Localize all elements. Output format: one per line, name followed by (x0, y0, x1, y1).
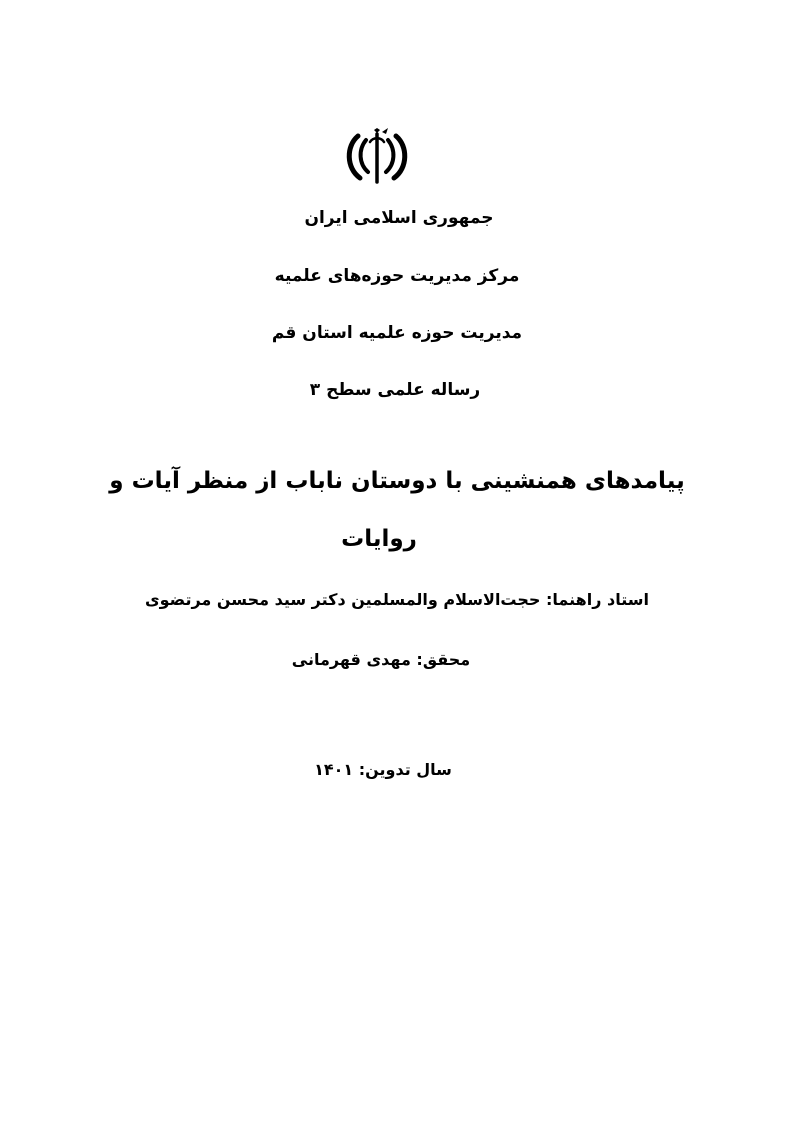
thesis-level: رساله علمی سطح ۳ (309, 380, 481, 400)
thesis-title-line-1: پیامدهای همنشینی با دوستان ناباب از منظر آیات و (109, 468, 685, 494)
country-name: جمهوری اسلامی ایران (304, 208, 494, 228)
iran-emblem-icon (344, 128, 410, 184)
seminary-center-name: مرکز مدیریت حوزه‌های علمیه (274, 266, 520, 286)
advisor-credit: استاد راهنما: حجت‌الاسلام والمسلمین دکتر سید محسن مرتضوی (144, 590, 649, 609)
researcher-credit: محقق: مهدی قهرمانی (291, 650, 471, 669)
thesis-title-line-2: روایات (341, 526, 417, 552)
provincial-management-name: مدیریت حوزه علمیه استان قم (271, 323, 523, 343)
compilation-year: سال تدوین: ۱۴۰۱ (314, 760, 452, 779)
